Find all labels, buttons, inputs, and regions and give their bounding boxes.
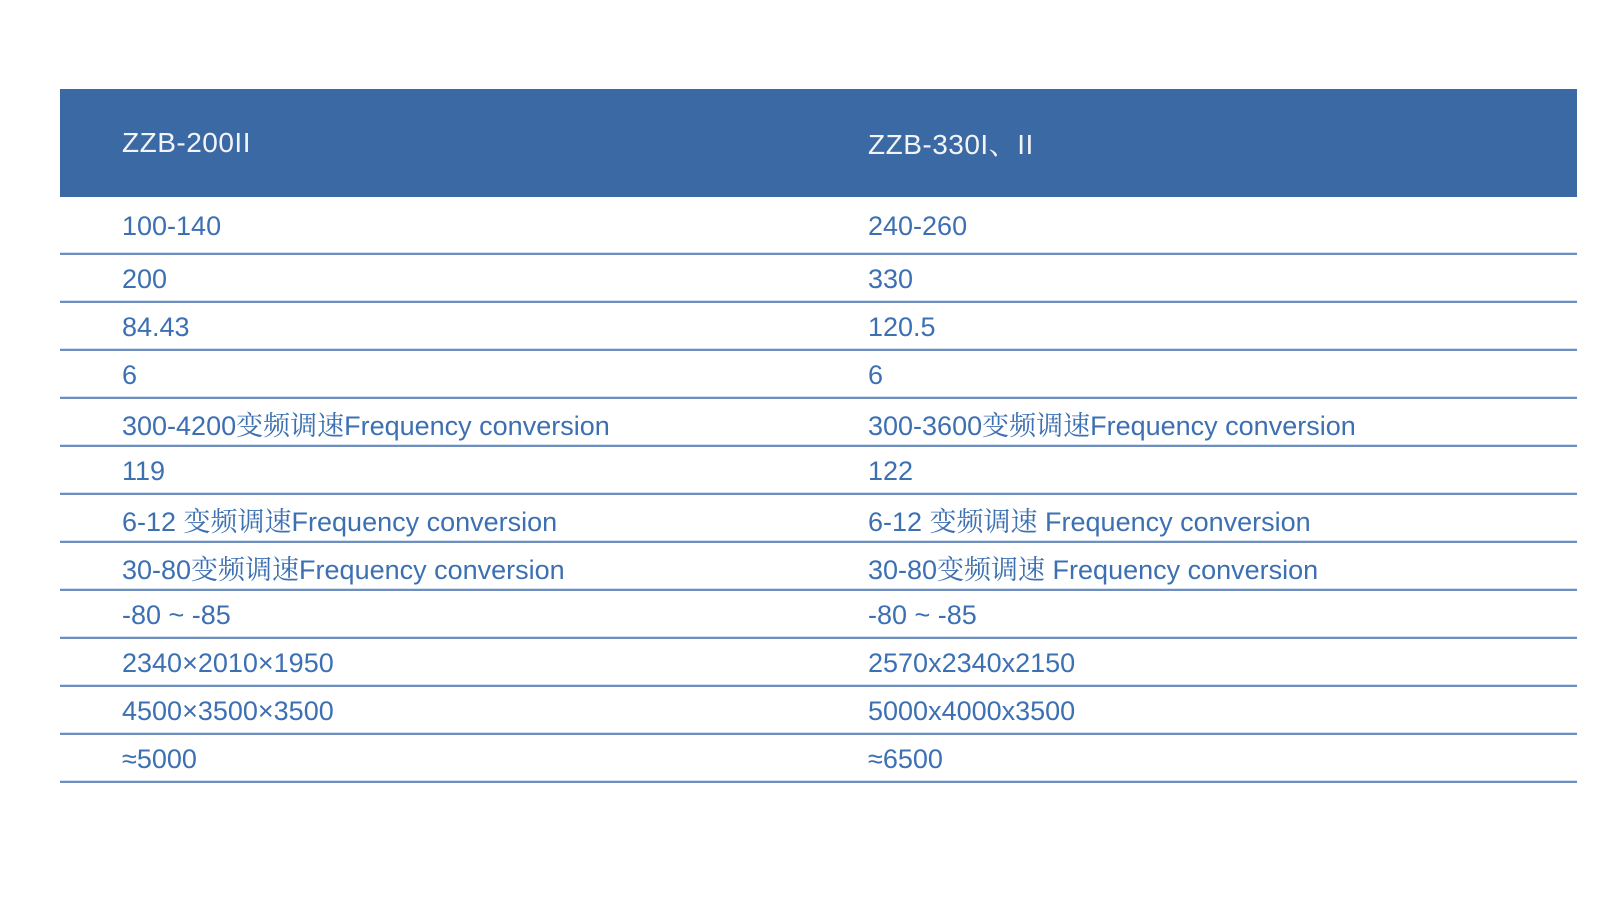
table-cell: 330	[868, 263, 914, 294]
table-cell: 6-12 变频调速Frequency conversion	[122, 506, 558, 537]
table-header-row	[60, 89, 1577, 197]
table-row	[60, 687, 1577, 735]
table-cell: ≈5000	[122, 743, 197, 774]
table-cell: -80 ~ -85	[868, 599, 977, 630]
table-cell: 2340×2010×1950	[122, 647, 334, 678]
table-cell: 30-80变频调速 Frequency conversion	[868, 554, 1319, 585]
table-cell: 240-260	[868, 210, 968, 241]
table-cell: -80 ~ -85	[122, 599, 231, 630]
table-row	[60, 639, 1577, 687]
table-cell: 6	[122, 359, 138, 390]
table-cell: 300-3600变频调速Frequency conversion	[868, 410, 1356, 441]
table-row	[60, 735, 1577, 783]
column-header-zzb-200: ZZB-200II	[122, 127, 251, 158]
table-cell: 119	[122, 455, 166, 486]
table-row	[60, 399, 1577, 447]
column-header-zzb-330: ZZB-330I、II	[868, 129, 1034, 160]
table-cell: 6-12 变频调速 Frequency conversion	[868, 506, 1311, 537]
table-cell: 84.43	[122, 311, 190, 342]
table-cell: 200	[122, 263, 168, 294]
table-row	[60, 495, 1577, 543]
table-row	[60, 303, 1577, 351]
table-cell: ≈6500	[868, 743, 943, 774]
table-cell: 30-80变频调速Frequency conversion	[122, 554, 565, 585]
table-cell: 6	[868, 359, 884, 390]
table-row	[60, 197, 1577, 255]
table-row	[60, 351, 1577, 399]
table-cell: 2570x2340x2150	[868, 647, 1076, 678]
table-cell: 300-4200变频调速Frequency conversion	[122, 410, 610, 441]
table-row	[60, 591, 1577, 639]
table-row	[60, 255, 1577, 303]
table-cell: 122	[868, 455, 914, 486]
table-row	[60, 447, 1577, 495]
spec-table	[60, 89, 1577, 783]
table-cell: 100-140	[122, 210, 222, 241]
table-cell: 5000x4000x3500	[868, 695, 1076, 726]
table-row	[60, 543, 1577, 591]
table-cell: 4500×3500×3500	[122, 695, 334, 726]
table-cell: 120.5	[868, 311, 936, 342]
